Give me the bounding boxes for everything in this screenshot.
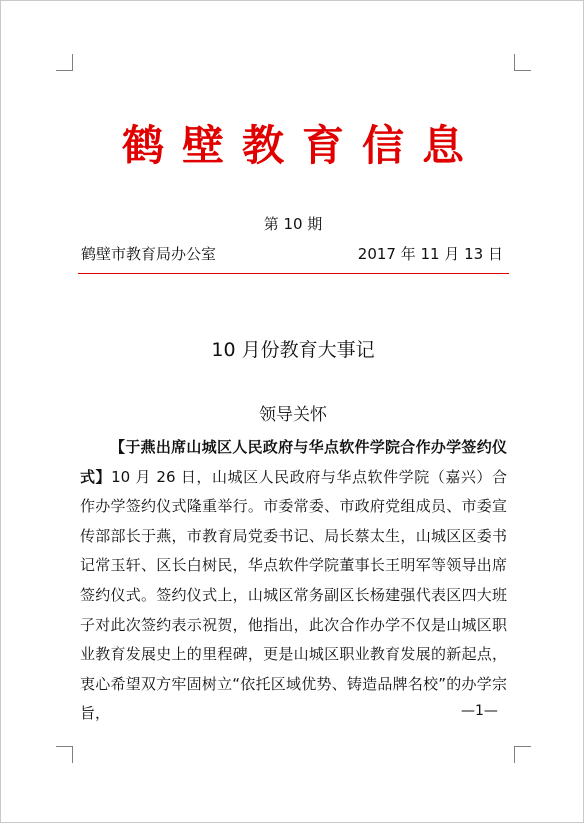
crop-mark-bottom-left	[56, 746, 73, 763]
issuing-office: 鹤壁市教育局办公室	[81, 245, 217, 263]
crop-mark-top-right	[514, 54, 531, 71]
crop-mark-top-left	[56, 54, 73, 71]
article-body	[80, 433, 507, 729]
article-lead: 【于燕出席山城区人民政府与华点软件学院合作办学签约仪式】	[80, 438, 507, 486]
issue-date: 2017 年 11 月 13 日	[357, 245, 503, 263]
section-heading: 领导关怀	[259, 405, 327, 425]
page-number: —1—	[461, 703, 498, 719]
crop-mark-bottom-right	[514, 746, 531, 763]
header-divider	[78, 273, 509, 274]
article-text: 10 月 26 日，山城区人民政府与华点软件学院（嘉兴）合作办学签约仪式隆重举行。市委常委、市政府党组成员、市委宣传部部长于燕，市教育局党委书记、局长蔡太生，山城区区委书记常玉轩、区长白树民，华点软件学院董事长王明军等领导出席签约仪式。签约仪式上，山城区常务副区长杨建强代表区四大班子对此次签约表示祝贺，他指出，此次合作办学不仅是山城区职业教育发展史上的里程碑，更是山城区职业教育发展的新起点，衷心希望双方牢固树立“依托区域优势、铸造品牌名校”的办学宗旨，	[80, 467, 507, 723]
masthead-title: 鹤壁教育信息	[121, 121, 482, 170]
issue-number: 第 10 期	[263, 215, 323, 233]
article-title: 10 月份教育大事记	[211, 339, 375, 361]
